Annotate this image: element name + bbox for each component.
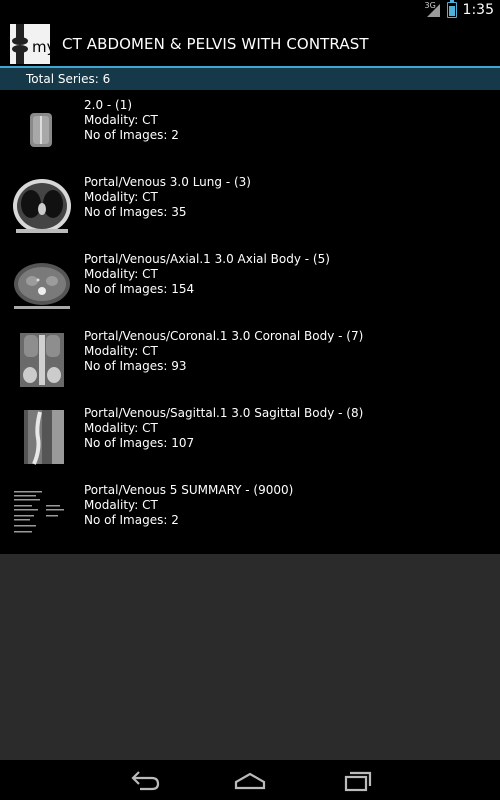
page-title: CT ABDOMEN & PELVIS WITH CONTRAST xyxy=(62,35,369,53)
series-image-count: No of Images: 35 xyxy=(84,205,187,219)
back-icon[interactable] xyxy=(126,768,162,792)
home-icon[interactable] xyxy=(232,768,268,792)
series-image-count: No of Images: 107 xyxy=(84,436,195,450)
series-item[interactable] xyxy=(0,398,500,475)
series-modality: Modality: CT xyxy=(84,498,158,512)
battery-icon xyxy=(447,2,457,18)
axial-thumbnail-icon xyxy=(12,254,72,312)
status-bar xyxy=(0,0,500,22)
logo-text: my xyxy=(32,38,56,56)
signal-icon xyxy=(425,2,441,18)
series-title: Portal/Venous 3.0 Lung - (3) xyxy=(84,175,251,189)
status-icons xyxy=(425,2,494,18)
empty-area xyxy=(0,554,500,760)
summary-thumbnail-icon xyxy=(12,485,72,543)
series-title: Portal/Venous 5 SUMMARY - (9000) xyxy=(84,483,294,497)
series-modality: Modality: CT xyxy=(84,190,158,204)
sagittal-thumbnail-icon xyxy=(12,408,72,466)
lung-thumbnail-icon xyxy=(12,177,72,235)
series-info xyxy=(84,98,179,143)
app-logo-icon[interactable] xyxy=(10,22,60,66)
series-modality: Modality: CT xyxy=(84,113,158,127)
series-item[interactable] xyxy=(0,244,500,321)
series-image-count: No of Images: 2 xyxy=(84,513,179,527)
series-info xyxy=(84,329,363,374)
series-title: Portal/Venous/Sagittal.1 3.0 Sagittal Body - (8) xyxy=(84,406,364,420)
series-info xyxy=(84,252,330,297)
coronal-thumbnail-icon xyxy=(12,331,72,389)
series-modality: Modality: CT xyxy=(84,267,158,281)
series-item[interactable] xyxy=(0,167,500,244)
series-item[interactable] xyxy=(0,90,500,167)
series-title: Portal/Venous/Axial.1 3.0 Axial Body - (5) xyxy=(84,252,330,266)
network-type: 3G xyxy=(424,1,436,10)
series-summary-bar xyxy=(0,66,500,90)
series-image-count: No of Images: 2 xyxy=(84,128,179,142)
recents-icon[interactable] xyxy=(340,768,376,792)
series-info xyxy=(84,406,363,451)
series-title: 2.0 - (1) xyxy=(84,98,133,112)
scout-thumbnail-icon xyxy=(12,100,72,158)
navigation-bar xyxy=(0,760,500,800)
total-series-label: Total Series: 6 xyxy=(26,72,111,86)
series-info xyxy=(84,175,251,220)
series-image-count: No of Images: 154 xyxy=(84,282,195,296)
series-modality: Modality: CT xyxy=(84,421,158,435)
series-item[interactable] xyxy=(0,475,500,552)
action-bar xyxy=(0,22,500,66)
series-modality: Modality: CT xyxy=(84,344,158,358)
series-title: Portal/Venous/Coronal.1 3.0 Coronal Body - (7) xyxy=(84,329,364,343)
series-item[interactable] xyxy=(0,321,500,398)
series-image-count: No of Images: 93 xyxy=(84,359,187,373)
clock: 1:35 xyxy=(462,2,494,18)
series-info xyxy=(84,483,293,528)
series-list xyxy=(0,90,500,554)
